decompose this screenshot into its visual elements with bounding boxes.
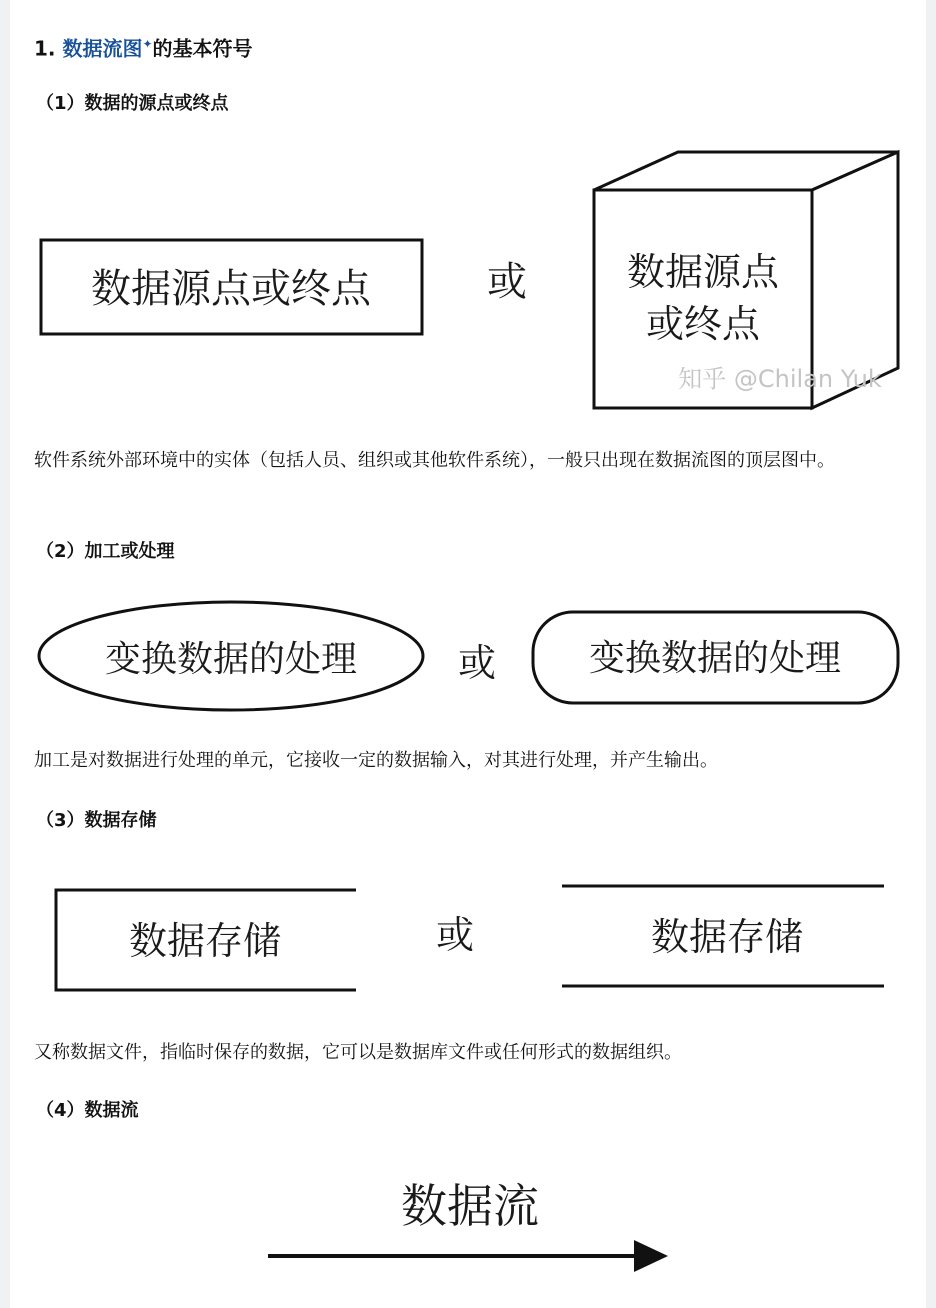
- or-label-3: 或: [435, 913, 475, 957]
- sparkle-icon: ✦: [142, 37, 153, 51]
- section-heading: [34, 28, 253, 65]
- subheading-data-flow: （4）数据流: [36, 1100, 139, 1121]
- process-rounded-label: 变换数据的处理: [588, 638, 842, 679]
- cube-label-line1: 数据源点: [626, 250, 780, 294]
- process-ellipse-label: 变换数据的处理: [104, 639, 358, 680]
- dfd-link[interactable]: 数据流图: [62, 36, 143, 61]
- subheading-data-store: （3）数据存储: [36, 810, 157, 831]
- description-process: 加工是对数据进行处理的单元，它接收一定的数据输入，对其进行处理，并产生输出。: [34, 750, 718, 771]
- or-label-1: 或: [487, 259, 527, 305]
- external-entity-label: 数据源点或终点: [91, 266, 371, 312]
- heading-number: 1.: [34, 36, 56, 61]
- or-label-2: 或: [457, 641, 497, 685]
- description-data-store: 又称数据文件，指临时保存的数据，它可以是数据库文件或任何形式的数据组织。: [34, 1042, 682, 1063]
- data-flow-label: 数据流: [401, 1179, 539, 1233]
- figure-data-flow: [10, 1160, 926, 1300]
- figure-data-store: [10, 870, 926, 1005]
- figure-process: [10, 590, 926, 730]
- description-source-sink: 软件系统外部环境中的实体（包括人员、组织或其他软件系统），一般只出现在数据流图的顶层图中。: [34, 450, 835, 471]
- arrow-right-icon: [268, 1240, 668, 1272]
- subheading-source-sink: （1）数据的源点或终点: [36, 93, 229, 114]
- watermark: 知乎 @Chilan Yuk: [678, 365, 882, 393]
- cube-label-line2: 或终点: [645, 302, 761, 346]
- data-store-label-left: 数据存储: [128, 919, 282, 963]
- heading-rest: 的基本符号: [152, 36, 253, 61]
- subheading-process: （2）加工或处理: [36, 541, 175, 562]
- figure-source-sink: [10, 140, 926, 425]
- article-body: [10, 0, 926, 1308]
- data-store-label-right: 数据存储: [650, 915, 804, 959]
